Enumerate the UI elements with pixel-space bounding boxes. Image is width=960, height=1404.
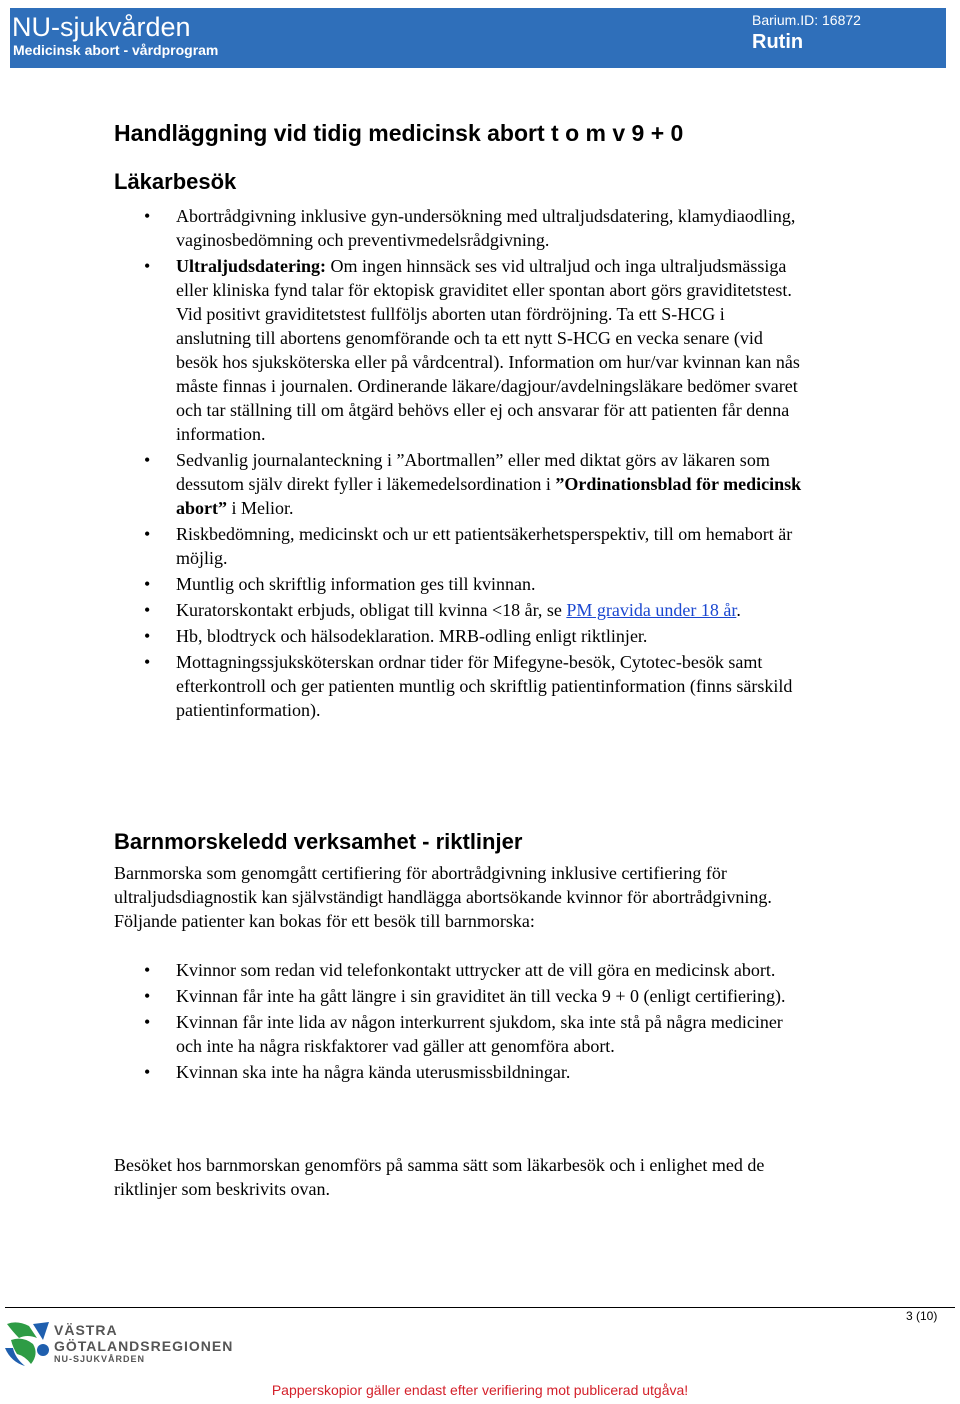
list-item: • Ultraljudsdatering: Om ingen hinnsäck ses vid ultraljud och inga ultraljudsmässiga eller kliniska fynd talar för ektopisk graviditet eller spontan abort görs graviditetstest. Vid positivt graviditetstest fullföljs aborten utan fördröjning. Ta ett S-HCG i anslutning till abortens genomförande och ta ett nytt S-HCG en vecka senare (vid besök hos sjuksköterska eller på vårdcentral). Information om hur/var kvinnan kan nås måste finnas i journalen. Ordinerande läkare/dagjour/avdelningsläkare bedömer svaret och tar ställning till om åtgärd behövs eller ej och ansvarar för att patienten får denna information. xyxy=(114,254,804,446)
list-item: • Kvinnor som redan vid telefonkontakt uttrycker att de vill göra en medicinsk abort. xyxy=(114,958,804,982)
list-item: • Muntlig och skriftlig information ges till kvinnan. xyxy=(114,572,804,596)
org-name: NU-sjukvården xyxy=(12,12,191,42)
document-type: Rutin xyxy=(752,31,804,53)
footer-divider xyxy=(5,1307,955,1308)
section-title-barnmorskeledd: Barnmorskeledd verksamhet - riktlinjer xyxy=(114,829,523,854)
document-id: Barium.ID: 16872 xyxy=(752,12,861,28)
list-item-bold: Ultraljudsdatering: xyxy=(176,256,326,276)
section2-closing: Besöket hos barnmorskan genomförs på samma sätt som läkarbesök och i enlighet med de riktlinjer som beskrivits ovan. xyxy=(114,1155,765,1199)
section2-intro: Barnmorska som genomgått certifiering för abortrådgivning inklusive certifiering för ultraljudsdiagnostik kan självständigt handlägga abortsökande kvinnor för abortrådgivning. Följande patienter kan bokas för ett besök till barnmorska: xyxy=(114,863,772,931)
list-item: • Hb, blodtryck och hälsodeklaration. MRB-odling enligt riktlinjer. xyxy=(114,624,804,648)
lakarbesok-list xyxy=(114,204,804,722)
list-item: • Mottagningssjuksköterskan ordnar tider för Mifegyne-besök, Cytotec-besök samt efterkontroll och ger patienten muntlig och skriftlig patientinformation (finns särskild patientinformation). xyxy=(114,650,804,722)
list-item: • Riskbedömning, medicinskt och ur ett patientsäkerhetsperspektiv, till om hemabort är möjlig. xyxy=(114,522,804,570)
list-item: • Kuratorskontakt erbjuds, obligat till kvinna <18 år, se PM gravida under 18 år. xyxy=(114,598,804,622)
list-item: • Kvinnan ska inte ha några kända uterusmissbildningar. xyxy=(114,1060,804,1084)
section-title-handlaggning: Handläggning vid tidig medicinsk abort t o m v 9 + 0 xyxy=(114,120,684,146)
pm-gravida-link[interactable]: PM gravida under 18 år xyxy=(566,600,737,620)
list-item: • Abortrådgivning inklusive gyn-undersökning med ultraljudsdatering, klamydiaodling, vaginosbedömning och preventivmedelsrådgivning. xyxy=(114,204,804,252)
list-item: • Sedvanlig journalanteckning i ”Abortmallen” eller med diktat görs av läkaren som dessutom själv direkt fyller i läkemedelsordination i ”Ordinationsblad för medicinsk abort” i Melior. xyxy=(114,448,804,520)
logo-wordmark: VÄSTRA GÖTALANDSREGIONEN NU-SJUKVÅRDEN xyxy=(54,1322,234,1364)
page-number: 3 (10) xyxy=(906,1309,938,1323)
barnmorska-criteria-list xyxy=(114,958,804,1084)
list-item: • Kvinnan får inte ha gått längre i sin graviditet än till vecka 9 + 0 (enligt certifiering). xyxy=(114,984,804,1008)
document-subtitle: Medicinsk abort - vårdprogram xyxy=(13,42,219,58)
document-header xyxy=(10,8,946,68)
subsection-title-lakarbesok: Läkarbesök xyxy=(114,169,237,194)
list-item: • Kvinnan får inte lida av någon interkurrent sjukdom, ska inte stå på några mediciner och inte ha några riskfaktorer vad gäller att genomföra abort. xyxy=(114,1010,804,1058)
paper-copy-notice: Papperskopior gäller endast efter verifiering mot publicerad utgåva! xyxy=(271,1382,689,1398)
list-item-bold: ”Ordinationsblad för medicinsk abort” xyxy=(176,474,802,518)
